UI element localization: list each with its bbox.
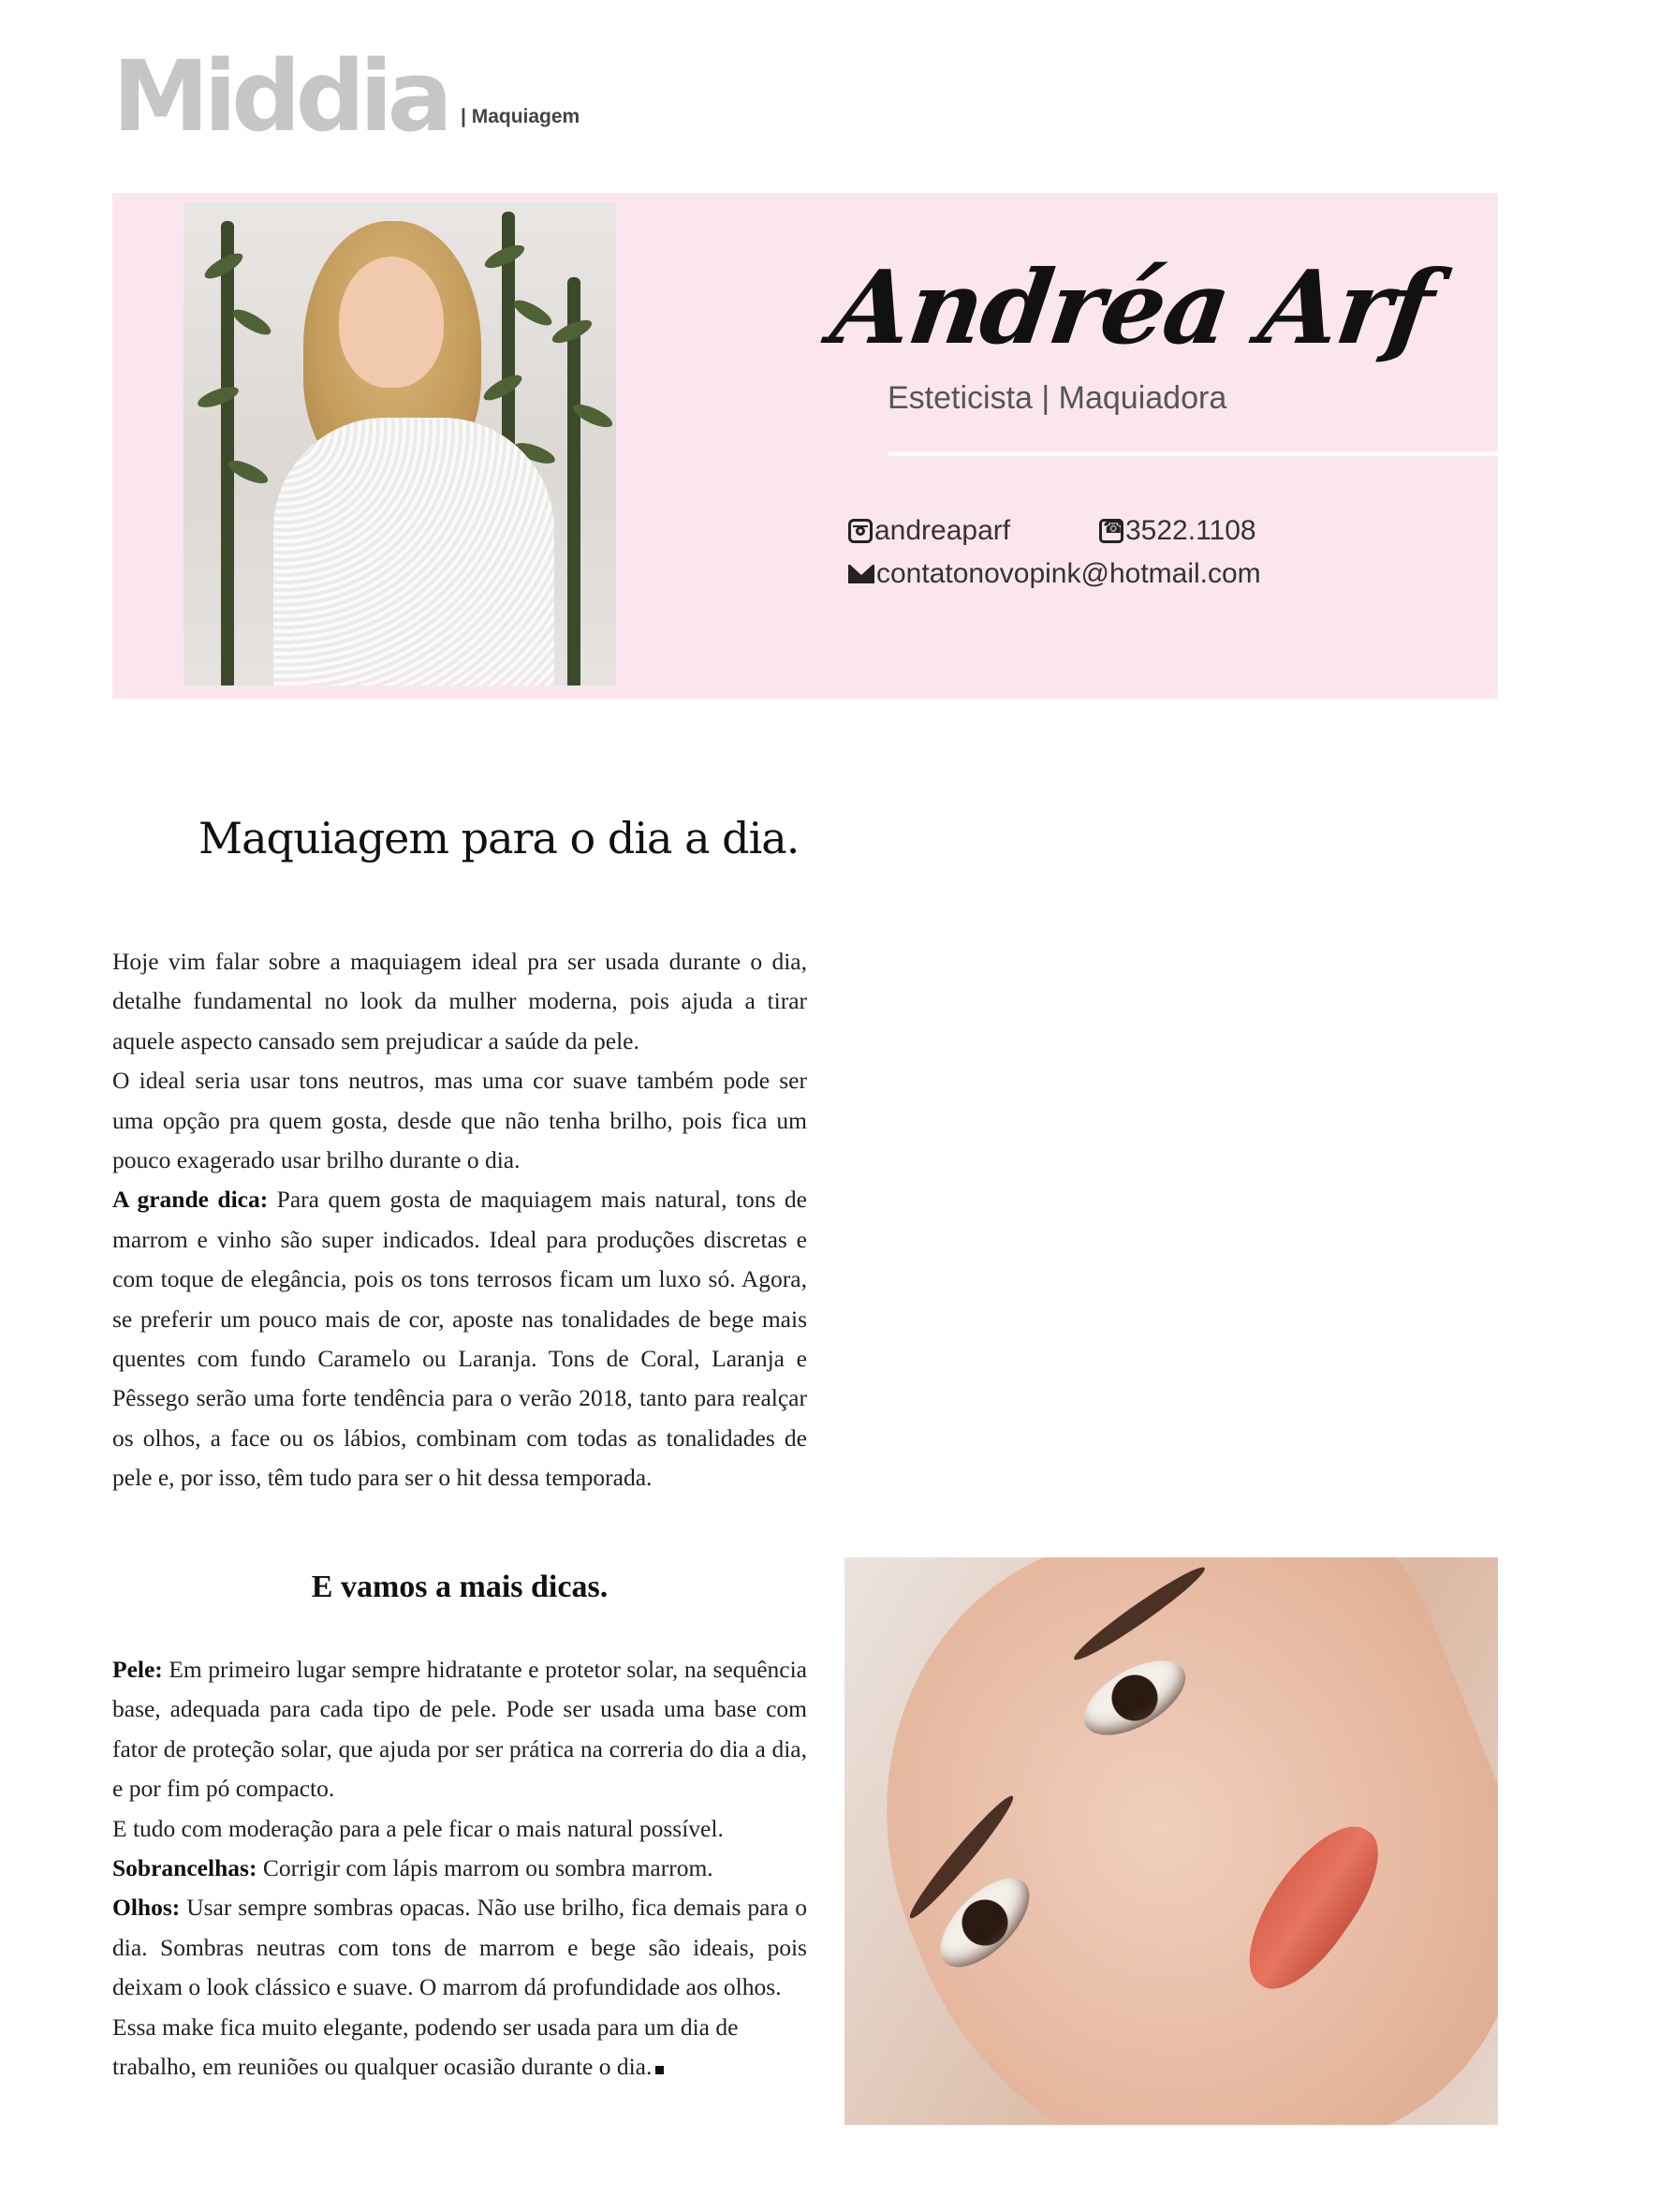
- article-intro: [112, 942, 807, 1498]
- author-role: Esteticista | Maquiadora: [888, 380, 1227, 416]
- email-contact[interactable]: [848, 558, 1261, 590]
- article-title: Maquiagem para o dia a dia.: [198, 813, 800, 863]
- mail-icon: [848, 565, 874, 583]
- sub-heading: E vamos a mais dicas.: [311, 1570, 609, 1604]
- author-profile-band: [112, 193, 1498, 699]
- instagram-contact[interactable]: [848, 515, 1010, 547]
- tip-moderation: E tudo com moderação para a pele ficar o mais natural possível.: [112, 1814, 724, 1842]
- tip-paragraph: A grande dica: Para quem gosta de maquiagem mais natural, tons de marrom e vinho são super indicados. Ideal para produções discretas e com toque de elegância, pois os tons terrosos ficam um luxo só. Agora, se preferir um pouco mais de cor, aposte nas tonalidades de bege mais quentes com fundo Caramelo ou Laranja. Tons de Coral, Laranja e Pêssego serão uma forte tendência para o verão 2018, tanto para realçar os olhos, a face ou os lábios, combinam com todas as tonalidades de pele e, por isso, têm tudo para ser o hit dessa temporada.: [112, 1186, 807, 1492]
- makeup-closeup-photo: [844, 1557, 1498, 2125]
- tip-label: A grande dica:: [112, 1186, 269, 1214]
- tip-olhos: Olhos: Usar sempre sombras opacas. Não use brilho, fica demais para o dia. Sombras neutras com tons de marrom e bege são ideais, pois deixam o look clássico e suave. O marrom dá profundidade aos olhos.: [112, 1894, 807, 2001]
- instagram-handle: andreaparf: [874, 515, 1011, 546]
- email-address: contatonovopink@hotmail.com: [876, 558, 1261, 589]
- author-name: Andréa Arf: [825, 249, 1440, 367]
- phone-contact[interactable]: [1099, 515, 1256, 547]
- intro-paragraph: Hoje vim falar sobre a maquiagem ideal pra ser usada durante o dia, detalhe fundamental no look da mulher moderna, pois ajuda a tirar aquele aspecto cansado sem prejudicar a saúde da pele.: [112, 948, 807, 1054]
- intro-paragraph: O ideal seria usar tons neutros, mas uma cor suave também pode ser uma opção pra quem gosta, desde que não tenha brilho, pois fica um pouco exagerado usar brilho durante o dia.: [112, 1067, 807, 1174]
- section-label: | Maquiagem: [461, 106, 580, 127]
- tip-pele: Pele: Em primeiro lugar sempre hidratante e protetor solar, na sequência base, adequada para cada tipo de pele. Pode ser usada uma base com fator de proteção solar, que ajuda por ser prática na correria do dia a dia, e por fim pó compacto.: [112, 1656, 807, 1803]
- instagram-icon: [848, 519, 873, 543]
- magazine-logo: Middia: [112, 54, 448, 133]
- author-portrait-photo: [184, 202, 616, 686]
- tips-section: [112, 1650, 807, 2087]
- tip-sobrancelhas: Sobrancelhas: Corrigir com lápis marrom ou sombra marrom.: [112, 1854, 713, 1882]
- closing-paragraph: Essa make fica muito elegante, podendo ser usada para um dia de trabalho, em reuniões ou qualquer ocasião durante o dia.: [112, 2013, 739, 2081]
- phone-number: 3522.1108: [1125, 515, 1256, 546]
- phone-icon: [1099, 519, 1123, 543]
- profile-divider: [888, 451, 1498, 456]
- end-mark-icon: [655, 2066, 664, 2074]
